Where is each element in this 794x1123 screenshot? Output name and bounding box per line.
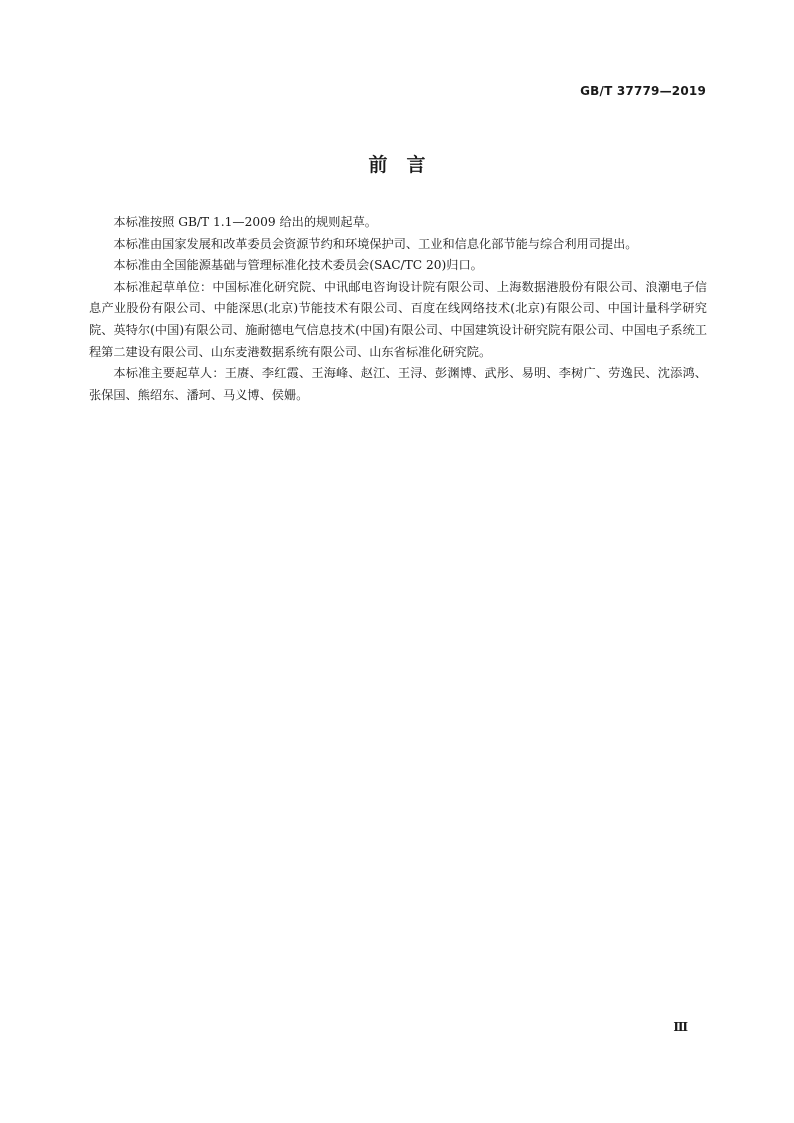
paragraph-committee: 本标准由全国能源基础与管理标准化技术委员会(SAC/TC 20)归口。 xyxy=(113,258,483,273)
foreword-body xyxy=(89,212,707,406)
standard-code: GB/T 37779—2019 xyxy=(580,84,706,98)
page-number: Ⅲ xyxy=(673,1020,688,1034)
page-title: 前 言 xyxy=(368,154,426,176)
paragraph-drafters: 本标准主要起草人：王赓、李红霞、王海峰、赵江、王浔、彭渊博、武彤、易明、李树广、劳逸民、沈添鸿、张保国、熊绍东、潘珂、马义博、侯姗。 xyxy=(89,366,707,402)
paragraph-drafting-rules: 本标准按照 GB/T 1.1—2009 给出的规则起草。 xyxy=(113,215,377,229)
paragraph-proposer: 本标准由国家发展和改革委员会资源节约和环境保护司、工业和信息化部节能与综合利用司提出。 xyxy=(113,236,638,251)
paragraph-drafting-units: 本标准起草单位：中国标准化研究院、中讯邮电咨询设计院有限公司、上海数据港股份有限公司、浪潮电子信息产业股份有限公司、中能深思(北京)节能技术有限公司、百度在线网络技术(北京)有限公司、中国计量科学研究院、英特尔(中国)有限公司、施耐德电气信息技术(中国)有限公司、中国建筑设计研究院有限公司、中国电子系统工程第二建设有限公司、山东麦港数据系统有限公司、山东省标准化研究院。 xyxy=(89,279,707,359)
